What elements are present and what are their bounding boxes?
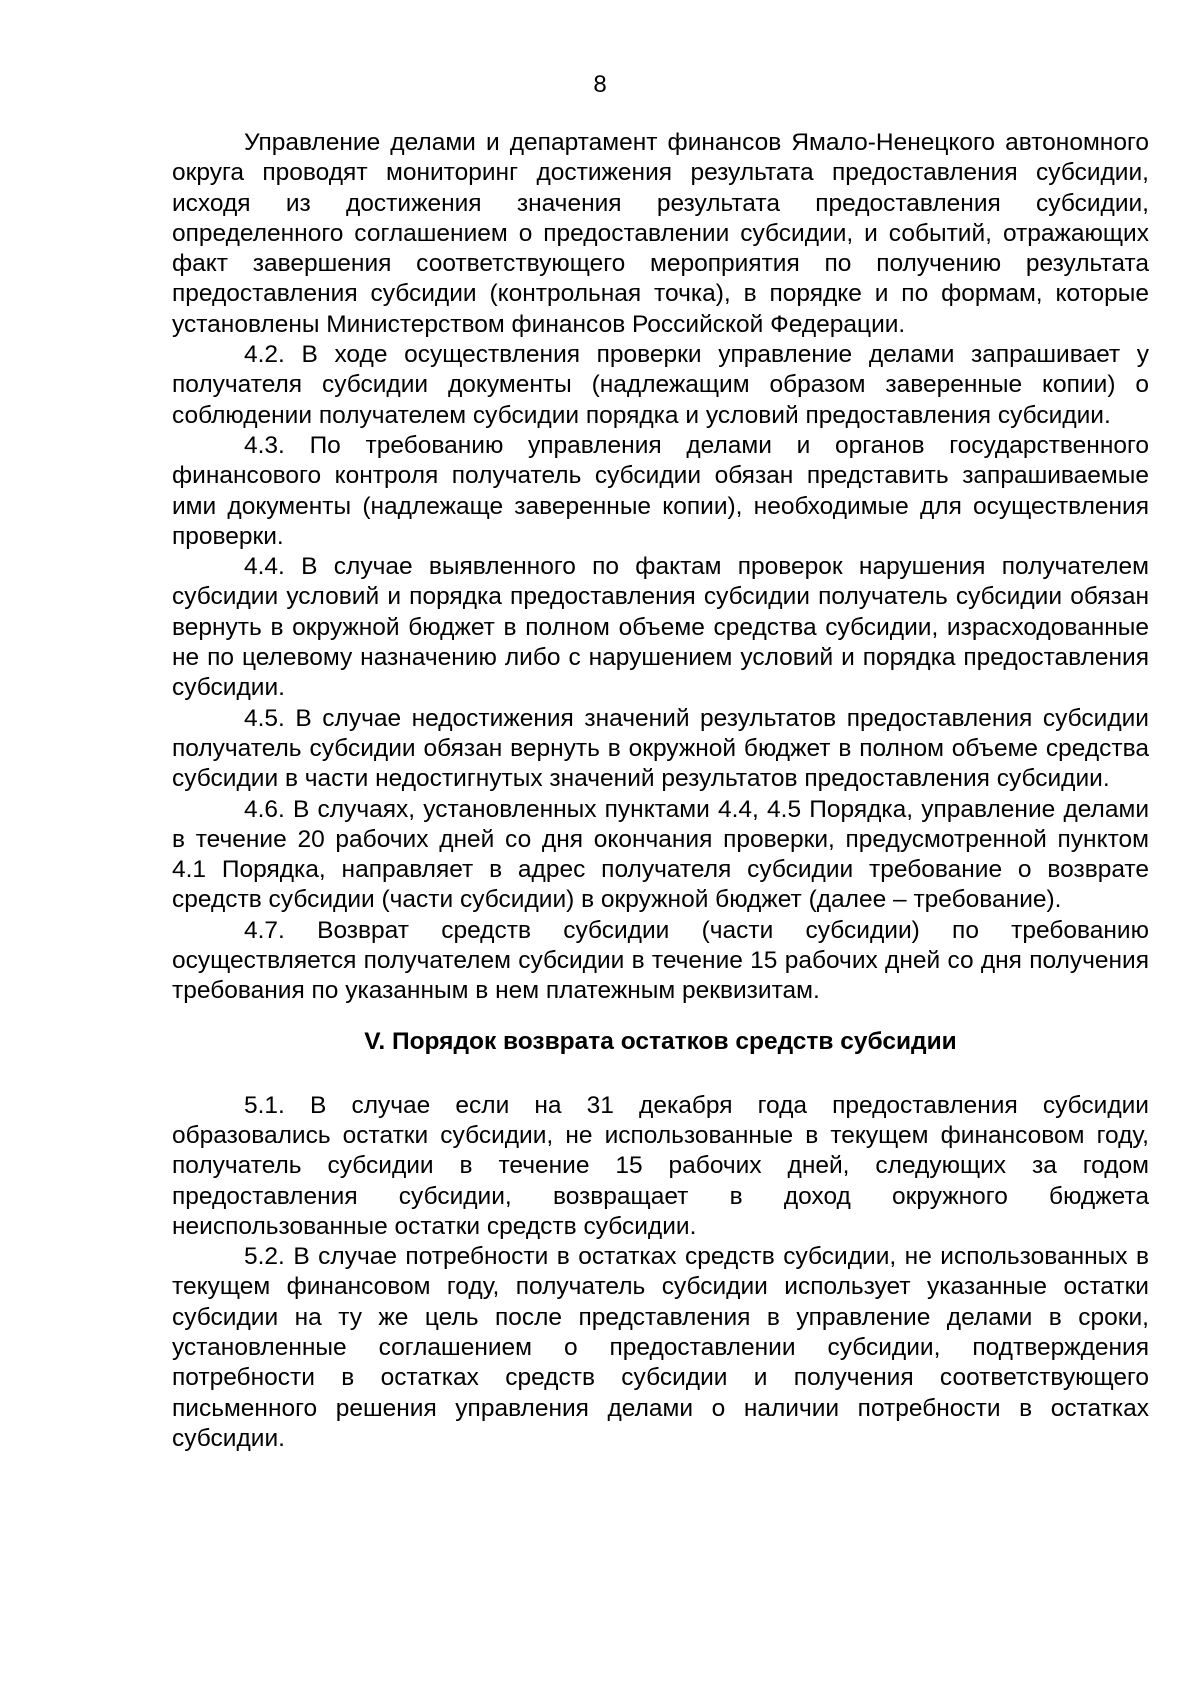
section-heading: V. Порядок возврата остатков средств субсидии bbox=[364, 1027, 957, 1055]
paragraph-4-7: 4.7. Возврат средств субсидии (части субсидии) по требованию осуществляется получателем субсидии в течение 15 рабочих дней со дня получения требования по указанным в нем платежным реквизитам. bbox=[172, 916, 1149, 1005]
page-number: 8 bbox=[593, 71, 607, 98]
paragraph-monitoring: Управление делами и департамент финансов Ямало-Ненецкого автономного округа проводят мониторинг достижения результата предоставления субсидии, исходя из достижения значения результата предоставления субсидии, определенного соглашением о предоставлении субсидии, и событий, отражающих факт завершения соответствующего мероприятия по получению результата предоставления субсидии (контрольная точка), в порядке и по формам, которые установлены Министерством финансов Российской Федерации. bbox=[172, 129, 1149, 338]
paragraph-4-6: 4.6. В случаях, установленных пунктами 4.4, 4.5 Порядка, управление делами в течение 20 рабочих дней со дня окончания проверки, предусмотренной пунктом 4.1 Порядка, направляет в адрес получателя субсидии требование о возврате средств субсидии (части субсидии) в окружной бюджет (далее – требование). bbox=[172, 795, 1149, 914]
paragraph-4-4: 4.4. В случае выявленного по фактам проверок нарушения получателем субсидии условий и порядка предоставления субсидии получатель субсидии обязан вернуть в окружной бюджет в полном объеме средства субсидии, израсходованные не по целевому назначению либо с нарушением условий и порядка предоставления субсидии. bbox=[172, 553, 1149, 702]
paragraph-5-1: 5.1. В случае если на 31 декабря года предоставления субсидии образовались остатки субсидии, не использованные в текущем финансовом году, получатель субсидии в течение 15 рабочих дней, следующих за годом предоставления субсидии, возвращает в доход окружного бюджета неиспользованные остатки средств субсидии. bbox=[172, 1091, 1149, 1240]
paragraph-4-3: 4.3. По требованию управления делами и органов государственного финансового контроля получатель субсидии обязан представить запрашиваемые ими документы (надлежаще заверенные копии), необходимые для осуществления проверки. bbox=[172, 431, 1149, 550]
paragraph-4-2: 4.2. В ходе осуществления проверки управление делами запрашивает у получателя субсидии документы (надлежащим образом заверенные копии) о соблюдении получателем субсидии порядка и условий предоставления субсидии. bbox=[172, 341, 1149, 429]
paragraph-4-5: 4.5. В случае недостижения значений результатов предоставления субсидии получатель субсидии обязан вернуть в окружной бюджет в полном объеме средства субсидии в части недостигнутых значений результатов предоставления субсидии. bbox=[172, 704, 1149, 793]
document-body bbox=[172, 128, 1149, 1454]
paragraph-5-2: 5.2. В случае потребности в остатках средств субсидии, не использованных в текущем финансовом году, получатель субсидии использует указанные остатки субсидии на ту же цель после представления в управление делами в сроки, установленные соглашением о предоставлении субсидии, подтверждения потребности в остатках средств субсидии и получения соответствующего письменного решения управления делами о наличии потребности в остатках субсидии. bbox=[172, 1243, 1149, 1452]
